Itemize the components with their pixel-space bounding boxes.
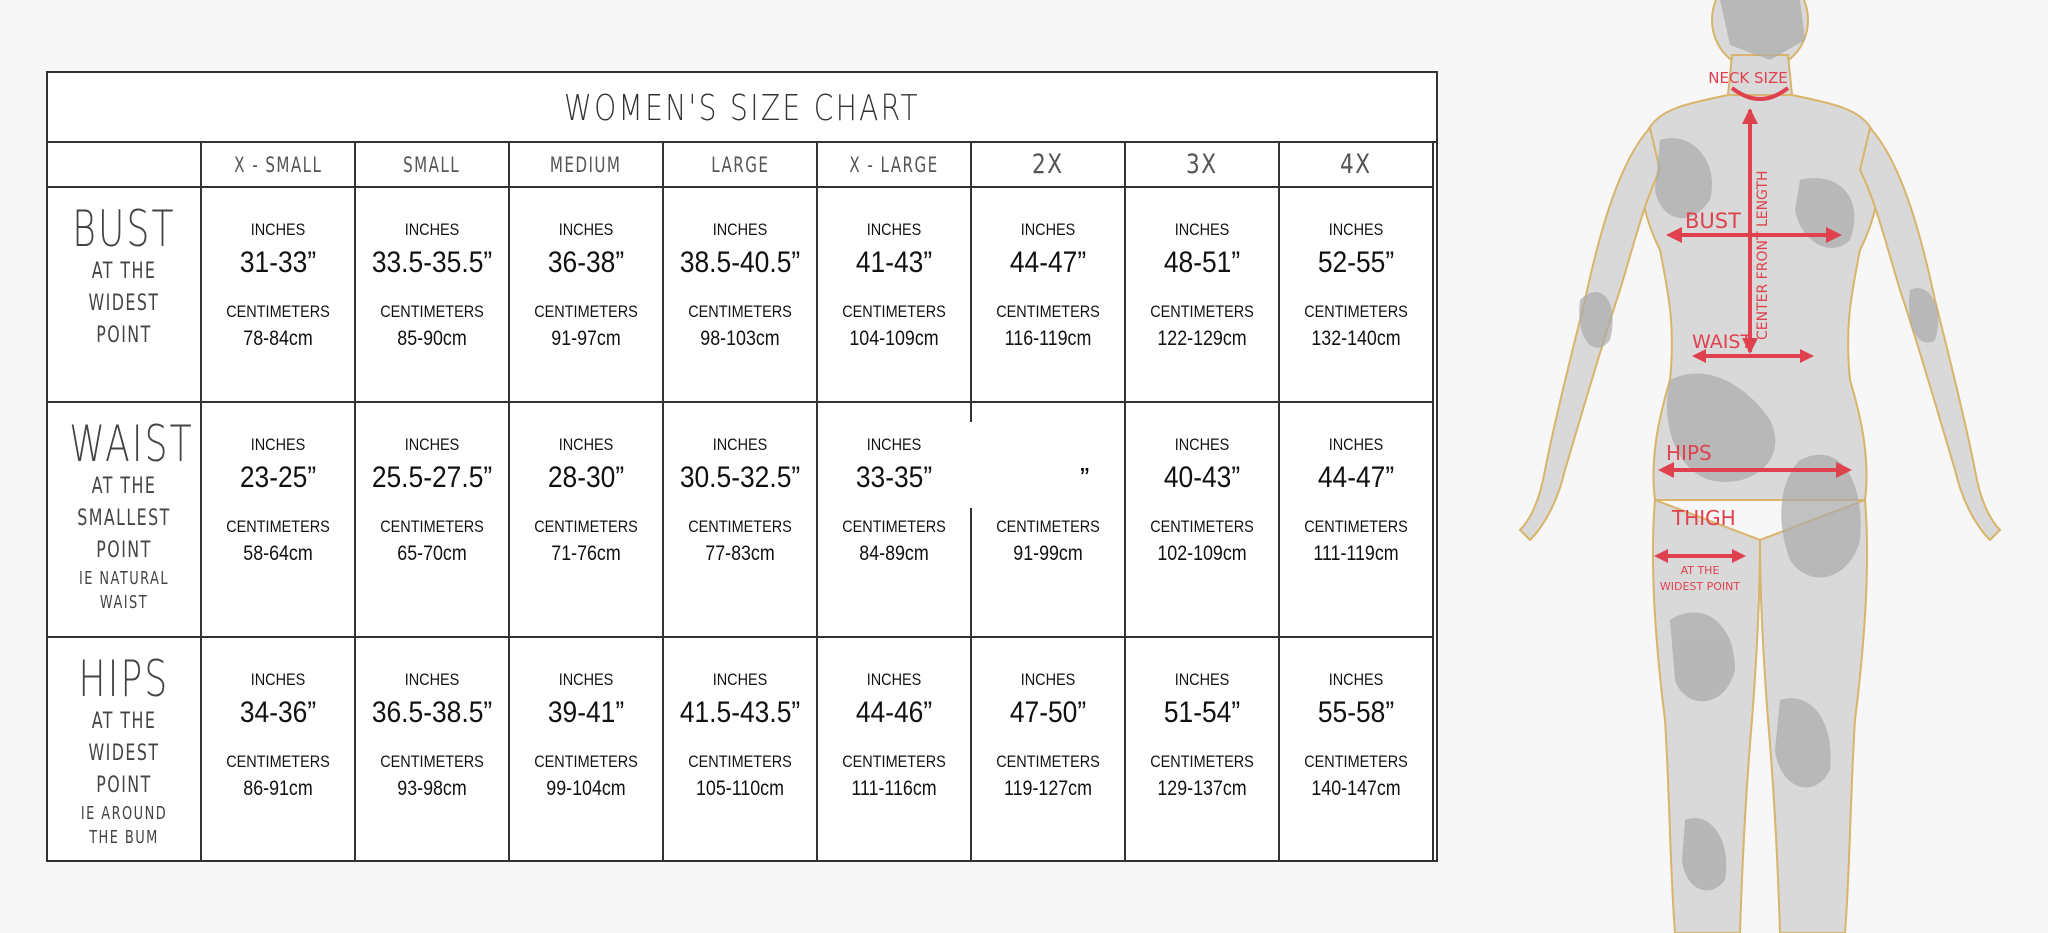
centimeters-value: 91-99cm (1013, 542, 1083, 565)
row-descriptor: AT THE (91, 259, 157, 284)
centimeters-value: 116-119cm (1004, 327, 1092, 350)
size-cell (972, 188, 1126, 403)
corner-cell (48, 143, 202, 188)
column-header-label: X - LARGE (849, 152, 939, 177)
centimeters-label: CENTIMETERS (1304, 752, 1408, 771)
centimeters-label: CENTIMETERS (380, 517, 484, 536)
centimeters-value: 129-137cm (1157, 777, 1247, 800)
centimeters-label: CENTIMETERS (534, 302, 638, 321)
centimeters-label: CENTIMETERS (842, 517, 946, 536)
inches-value: 44-47” (1009, 246, 1087, 279)
row-name: BUST (72, 200, 176, 258)
centimeters-value: 98-103cm (700, 327, 780, 350)
centimeters-value: 104-109cm (849, 327, 939, 350)
size-cell (972, 638, 1126, 862)
inches-label: INCHES (866, 220, 922, 239)
centimeters-value: 77-83cm (705, 542, 775, 565)
column-header (1126, 143, 1280, 188)
centimeters-label: CENTIMETERS (226, 752, 330, 771)
row-descriptor: SMALLEST (77, 506, 171, 531)
centimeters-value: 99-104cm (546, 777, 626, 800)
size-cell (510, 188, 664, 403)
centimeters-label: CENTIMETERS (1150, 517, 1254, 536)
bust-label: BUST (1685, 209, 1741, 233)
row-descriptor-note: IE NATURAL (78, 568, 170, 589)
inches-value: 52-55” (1317, 246, 1395, 279)
inches-label: INCHES (1328, 670, 1384, 689)
inches-value: 41-43” (855, 246, 933, 279)
inches-value: 44-46” (855, 696, 933, 729)
row-descriptor: WIDEST (88, 291, 160, 316)
column-header (356, 143, 510, 188)
centimeters-value: 58-64cm (243, 542, 313, 565)
column-header (818, 143, 972, 188)
inches-value: 38.5-40.5” (679, 246, 801, 279)
inches-value: 28-30” (547, 461, 625, 494)
centimeters-value: 78-84cm (243, 327, 313, 350)
size-cell (1280, 188, 1434, 403)
column-header-label: SMALL (403, 152, 461, 177)
inches-value: 30.5-32.5” (679, 461, 801, 494)
body-measurement-figure (1470, 0, 2048, 933)
size-cell (510, 403, 664, 638)
inches-label: INCHES (1020, 670, 1076, 689)
size-cell (818, 188, 972, 403)
column-header-label: 3X (1186, 149, 1218, 180)
centimeters-label: CENTIMETERS (226, 517, 330, 536)
inches-label: INCHES (712, 670, 768, 689)
partial-quote: ” (1080, 462, 1090, 493)
column-header (202, 143, 356, 188)
centimeters-value: 93-98cm (397, 777, 467, 800)
size-cell (356, 638, 510, 862)
size-cell (1126, 403, 1280, 638)
centimeters-value: 71-76cm (551, 542, 621, 565)
centimeters-value: 132-140cm (1311, 327, 1401, 350)
size-cell (664, 188, 818, 403)
hips-label: HIPS (1666, 441, 1712, 465)
centimeters-value: 85-90cm (397, 327, 467, 350)
inches-value: 40-43” (1163, 461, 1241, 494)
centimeters-value: 140-147cm (1311, 777, 1401, 800)
centimeters-label: CENTIMETERS (1304, 302, 1408, 321)
row-descriptor-note: THE BUM (89, 827, 159, 848)
inches-label: INCHES (250, 435, 306, 454)
inches-value: 48-51” (1163, 246, 1241, 279)
column-header (664, 143, 818, 188)
inches-value: 33-35” (855, 461, 933, 494)
row-name: HIPS (78, 650, 170, 708)
inches-label: INCHES (558, 435, 614, 454)
inches-label: INCHES (1174, 670, 1230, 689)
column-header-label: 4X (1340, 149, 1372, 180)
row-descriptor: POINT (96, 323, 152, 348)
size-cell (664, 638, 818, 862)
row-descriptor: AT THE (91, 474, 157, 499)
size-cell (664, 403, 818, 638)
inches-label: INCHES (712, 435, 768, 454)
centimeters-value: 105-110cm (695, 777, 784, 800)
centimeters-value: 122-129cm (1157, 327, 1247, 350)
size-cell (1126, 638, 1280, 862)
inches-value: 36.5-38.5” (371, 696, 493, 729)
size-cell (202, 403, 356, 638)
centimeters-label: CENTIMETERS (996, 752, 1100, 771)
column-header (1280, 143, 1434, 188)
column-header-label: MEDIUM (550, 152, 622, 177)
inches-value: 31-33” (239, 246, 317, 279)
inches-label: INCHES (866, 670, 922, 689)
centimeters-label: CENTIMETERS (996, 517, 1100, 536)
inches-label: INCHES (250, 670, 306, 689)
inches-value: 44-47” (1317, 461, 1395, 494)
inches-value: 39-41” (547, 696, 625, 729)
row-label-bust (48, 188, 202, 403)
column-header-label: LARGE (710, 152, 770, 177)
centimeters-value: 91-97cm (551, 327, 621, 350)
inches-label: INCHES (1328, 220, 1384, 239)
centimeters-label: CENTIMETERS (534, 752, 638, 771)
inches-label: INCHES (866, 435, 922, 454)
size-cell (202, 638, 356, 862)
size-cell (1280, 638, 1434, 862)
centimeters-label: CENTIMETERS (1304, 517, 1408, 536)
centimeters-value: 102-109cm (1157, 542, 1247, 565)
thigh-sub-label-1: AT THE (1680, 564, 1720, 577)
inches-label: INCHES (1020, 220, 1076, 239)
waist-label: WAIST (1692, 331, 1753, 353)
centimeters-label: CENTIMETERS (380, 302, 484, 321)
row-name: WAIST (69, 415, 194, 473)
inches-label: INCHES (558, 220, 614, 239)
size-cell (202, 188, 356, 403)
inches-value: 47-50” (1009, 696, 1087, 729)
inches-label: INCHES (1174, 435, 1230, 454)
inches-label: INCHES (404, 220, 460, 239)
size-cell (818, 638, 972, 862)
inches-label: INCHES (250, 220, 306, 239)
column-header (972, 143, 1126, 188)
column-header-label: X - SMALL (233, 152, 323, 177)
inches-value: 23-25” (239, 461, 317, 494)
row-label-waist (48, 403, 202, 638)
centimeters-value: 111-116cm (851, 777, 937, 800)
centimeters-label: CENTIMETERS (1150, 302, 1254, 321)
inches-label: INCHES (1174, 220, 1230, 239)
thigh-label: THIGH (1672, 506, 1736, 530)
neck-size-label: NECK SIZE (1708, 69, 1788, 87)
obscured-cell-patch (970, 422, 1080, 508)
centimeters-label: CENTIMETERS (688, 302, 792, 321)
centimeters-label: CENTIMETERS (688, 517, 792, 536)
thigh-sub-label-2: WIDEST POINT (1659, 580, 1741, 593)
centimeters-label: CENTIMETERS (380, 752, 484, 771)
row-descriptor-note: IE AROUND (80, 803, 168, 824)
row-label-hips (48, 638, 202, 862)
row-descriptor: AT THE (91, 709, 157, 734)
chart-title-bar (48, 73, 1436, 143)
row-descriptor: POINT (96, 538, 152, 563)
row-descriptor-note: WAIST (99, 592, 149, 613)
inches-value: 55-58” (1317, 696, 1395, 729)
row-descriptor: POINT (96, 773, 152, 798)
centimeters-value: 65-70cm (397, 542, 467, 565)
size-cell (818, 403, 972, 638)
row-descriptor: WIDEST (88, 741, 160, 766)
centimeters-value: 86-91cm (243, 777, 313, 800)
inches-label: INCHES (404, 435, 460, 454)
size-cell (356, 188, 510, 403)
centimeters-label: CENTIMETERS (1150, 752, 1254, 771)
centimeters-label: CENTIMETERS (842, 302, 946, 321)
inches-value: 36-38” (547, 246, 625, 279)
size-cell (1280, 403, 1434, 638)
centimeters-value: 119-127cm (1003, 777, 1092, 800)
inches-value: 33.5-35.5” (371, 246, 493, 279)
centimeters-label: CENTIMETERS (996, 302, 1100, 321)
size-chart-table (46, 71, 1438, 862)
inches-label: INCHES (1328, 435, 1384, 454)
size-cell (510, 638, 664, 862)
size-cell (1126, 188, 1280, 403)
centimeters-label: CENTIMETERS (688, 752, 792, 771)
centimeters-value: 84-89cm (859, 542, 929, 565)
size-cell (356, 403, 510, 638)
centimeters-label: CENTIMETERS (534, 517, 638, 536)
centimeters-label: CENTIMETERS (842, 752, 946, 771)
inches-label: INCHES (558, 670, 614, 689)
centimeters-value: 111-119cm (1313, 542, 1399, 565)
inches-value: 25.5-27.5” (371, 461, 493, 494)
inches-value: 41.5-43.5” (679, 696, 801, 729)
center-front-length-label: CENTER FRONT LENGTH (1755, 170, 1771, 340)
centimeters-label: CENTIMETERS (226, 302, 330, 321)
chart-title: WOMEN'S SIZE CHART (564, 87, 920, 129)
inches-label: INCHES (404, 670, 460, 689)
inches-value: 51-54” (1163, 696, 1241, 729)
inches-value: 34-36” (239, 696, 317, 729)
column-header-label: 2X (1032, 149, 1064, 180)
inches-label: INCHES (712, 220, 768, 239)
column-header (510, 143, 664, 188)
